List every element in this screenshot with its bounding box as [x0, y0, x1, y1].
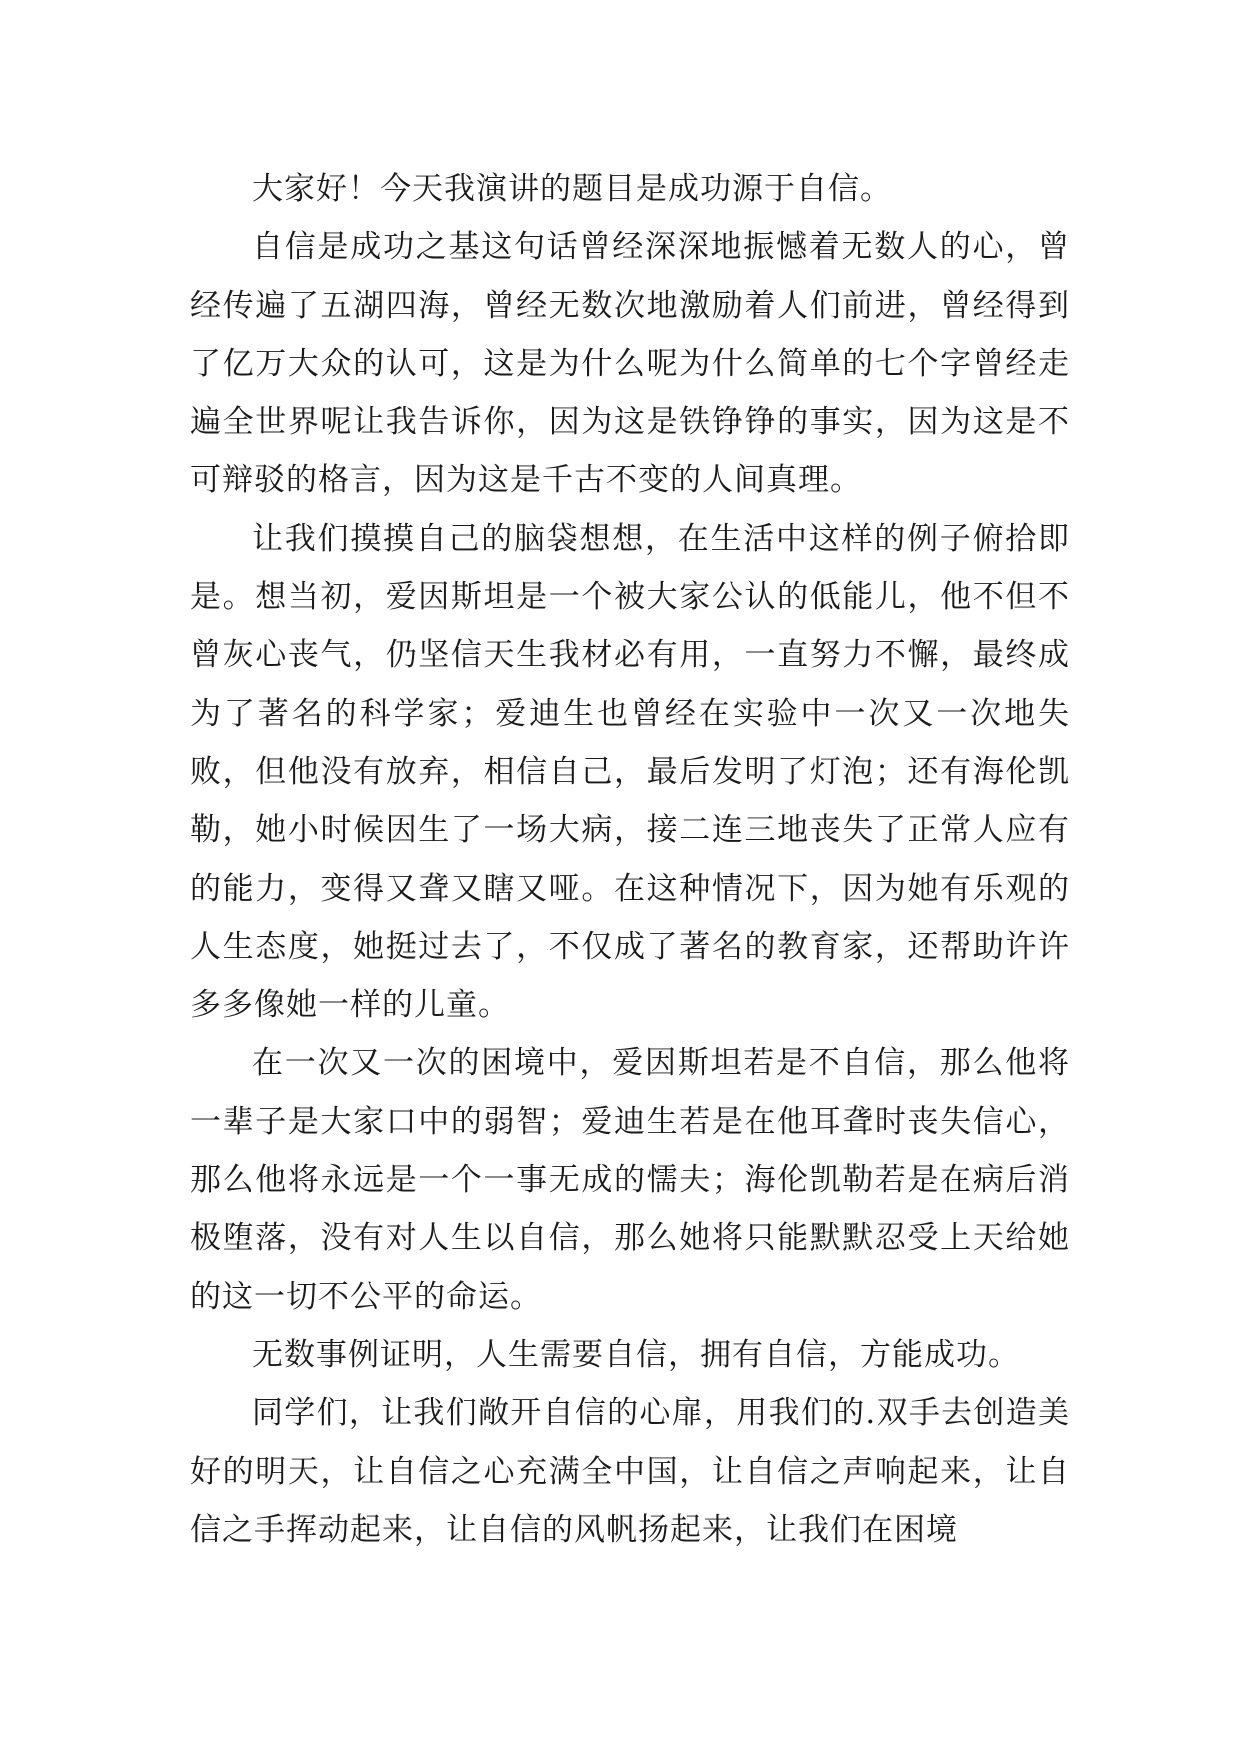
- speech-body: [190, 160, 1070, 1559]
- paragraph-greeting: 大家好！今天我演讲的题目是成功源于自信。: [252, 171, 892, 207]
- paragraph-conclusion: 无数事例证明，人生需要自信，拥有自信，方能成功。: [252, 1336, 1020, 1373]
- paragraph-counterfactual: 在一次又一次的困境中，爱因斯坦若是不自信，那么他将一辈子是大家口中的弱智；爱迪生若是在他耳聋时丧失信心，那么他将永远是一个一事无成的懦夫；海伦凯勒若是在病后消极堕落，没有对人生以自信，那么她将只能默默忍受上天给她的这一切不公平的命运。: [190, 1045, 1070, 1315]
- paragraph-examples: 让我们摸摸自己的脑袋想想，在生活中这样的例子俯拾即是。想当初，爱因斯坦是一个被大家公认的低能儿，他不但不曾灰心丧气，仍坚信天生我材必有用，一直努力不懈，最终成为了著名的科学家；爱迪生也曾经在实验中一次又一次地失败，但他没有放弃，相信自己，最后发明了灯泡；还有海伦凯勒，她小时候因生了一场大病，接二连三地丧失了正常人应有的能力，变得又聋又瞎又哑。在这种情况下，因为她有乐观的人生态度，她挺过去了，不仅成了著名的教育家，还帮助许许多多像她一样的儿童。: [190, 520, 1070, 1024]
- paragraph-confidence-quote: 自信是成功之基这句话曾经深深地振憾着无数人的心，曾经传遍了五湖四海，曾经无数次地激励着人们前进，曾经得到了亿万大众的认可，这是为什么呢为什么简单的七个字曾经走遍全世界呢让我告诉你，因为这是铁铮铮的事实，因为这是不可辩驳的格言，因为这是千古不变的人间真理。: [190, 229, 1070, 499]
- paragraph-call-to-action: 同学们，让我们敞开自信的心扉，用我们的.双手去创造美好的明天，让自信之心充满全中国，让自信之声响起来，让自信之手挥动起来，让自信的风帆扬起来，让我们在困境: [190, 1395, 1070, 1548]
